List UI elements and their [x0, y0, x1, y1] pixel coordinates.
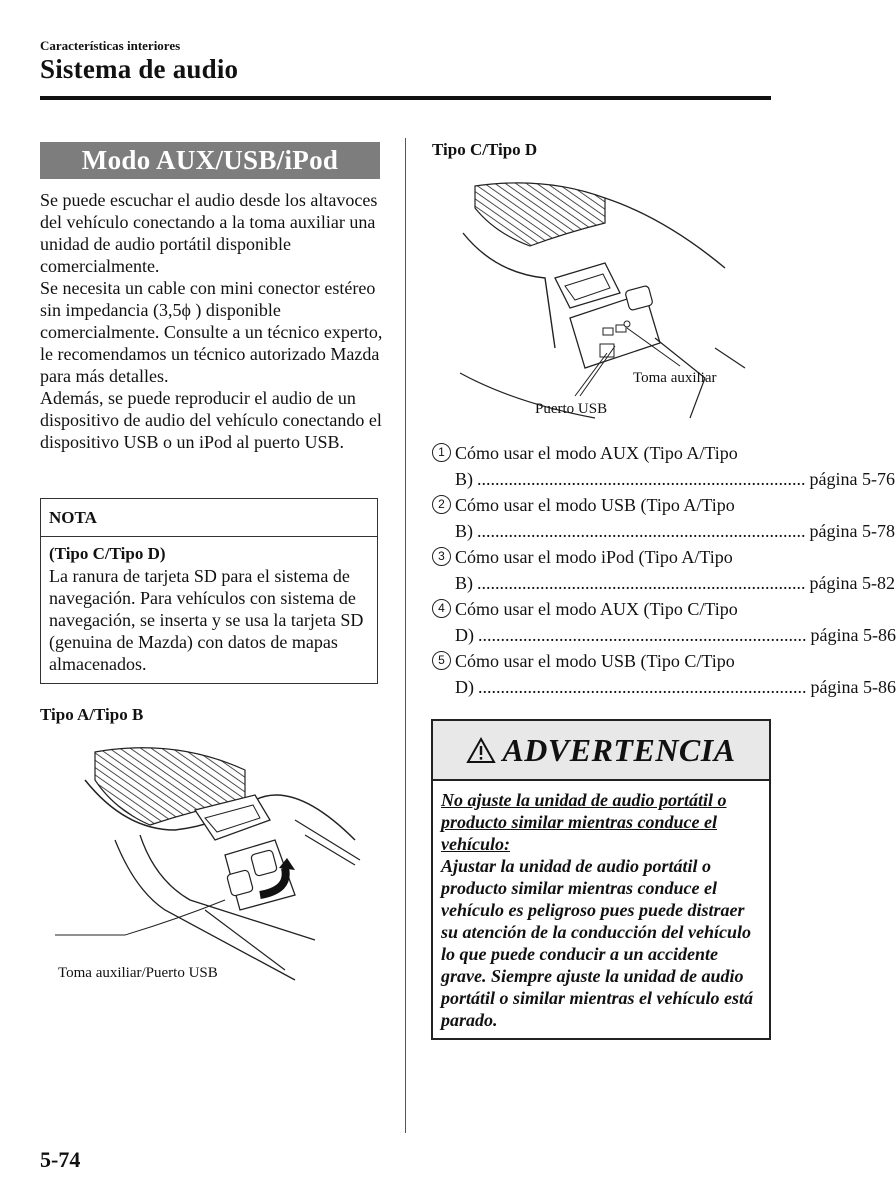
nota-subheading: (Tipo C/Tipo D) — [49, 544, 166, 563]
circled-number: 4 — [432, 599, 451, 618]
console-illustration-ab — [55, 740, 365, 990]
title-rule — [40, 96, 771, 100]
intro-paragraph: Además, se puede reproducir el audio de un dispositivo de audio del vehículo conectando el dispositivo USB o un iPod al puerto USB. — [40, 388, 382, 452]
intro-paragraph: Se puede escuchar el audio desde los altavoces del vehículo conectando a la toma auxiliar una unidad de audio portátil disponible comercialmente. — [40, 190, 378, 276]
toc-line2: D) — [455, 677, 474, 697]
toc-line2: B) — [455, 469, 473, 489]
toc-line2: B) — [455, 573, 473, 593]
toc-line1: Cómo usar el modo AUX (Tipo C/Tipo — [455, 599, 738, 619]
page-number: 5-74 — [40, 1147, 81, 1172]
circled-number: 1 — [432, 443, 451, 462]
warning-triangle-icon — [466, 737, 496, 764]
leader-dots: ......................................................................... — [478, 677, 807, 697]
leader-dots: ......................................................................... — [477, 469, 806, 489]
toc-page-ref[interactable]: página 5-86 — [810, 625, 896, 645]
toc-page-ref[interactable]: página 5-86 — [810, 677, 896, 697]
figure-ab-caption: Toma auxiliar/Puerto USB — [58, 965, 218, 981]
figure-cd-heading: Tipo C/Tipo D — [432, 140, 538, 159]
figure-cd-caption-aux: Toma auxiliar — [633, 370, 717, 386]
nota-label: NOTA — [41, 499, 377, 537]
toc-line2: D) — [455, 625, 474, 645]
toc-line1: Cómo usar el modo USB (Tipo C/Tipo — [455, 651, 735, 671]
toc-page-ref[interactable]: página 5-76 — [809, 469, 895, 489]
page-title: Sistema de audio — [40, 54, 239, 84]
warning-text: Ajustar la unidad de audio portátil o producto similar mientras conduce el vehículo es peligroso pues puede distraer su atención de la conducción del vehículo lo que puede conducir a un accidente grave. Siempre ajuste la unidad de audio portátil o similar mientras el vehículo está parado. — [441, 856, 754, 1030]
circled-number: 5 — [432, 651, 451, 670]
intro-paragraph: Se necesita un cable con mini conector estéreo sin impedancia (3,5ϕ ) disponible comercialmente. Consulte a un técnico experto, le recomendamos un técnico autorizado Mazda para más detalles. — [40, 278, 383, 386]
toc-page-ref[interactable]: página 5-82 — [809, 573, 895, 593]
column-divider — [405, 138, 406, 1133]
toc-item[interactable] — [432, 596, 896, 648]
leader-dots: ......................................................................... — [477, 573, 806, 593]
section-label: Características interiores — [40, 38, 181, 53]
circled-number: 3 — [432, 547, 451, 566]
toc-item[interactable] — [432, 544, 895, 596]
nota-box — [40, 498, 378, 684]
warning-title: ADVERTENCIA — [502, 731, 736, 768]
toc-line1: Cómo usar el modo iPod (Tipo A/Tipo — [455, 547, 733, 567]
toc-page-ref[interactable]: página 5-78 — [809, 521, 895, 541]
leader-dots: ......................................................................... — [478, 625, 807, 645]
console-illustration-cd — [455, 178, 745, 426]
toc-list — [432, 440, 896, 700]
toc-line1: Cómo usar el modo USB (Tipo A/Tipo — [455, 495, 735, 515]
figure-ab-heading: Tipo A/Tipo B — [40, 705, 144, 724]
toc-line2: B) — [455, 521, 473, 541]
warning-box — [431, 719, 771, 1040]
warning-header — [433, 721, 769, 781]
nota-text: La ranura de tarjeta SD para el sistema de navegación. Para vehículos con sistema de navegación, se inserta y se usa la tarjeta SD (genuina de Mazda) con datos de mapas almacenados. — [49, 566, 364, 674]
leader-dots: ......................................................................... — [477, 521, 806, 541]
warning-underlined: No ajuste la unidad de audio portátil o producto similar mientras conduce el vehículo: — [441, 790, 727, 854]
toc-item[interactable] — [432, 440, 895, 492]
figure-cd-caption-usb: Puerto USB — [535, 401, 608, 417]
toc-item[interactable] — [432, 492, 895, 544]
circled-number: 2 — [432, 495, 451, 514]
mode-heading: Modo AUX/USB/iPod — [40, 142, 380, 179]
intro-text — [40, 189, 385, 453]
toc-line1: Cómo usar el modo AUX (Tipo A/Tipo — [455, 443, 738, 463]
toc-item[interactable] — [432, 648, 896, 700]
